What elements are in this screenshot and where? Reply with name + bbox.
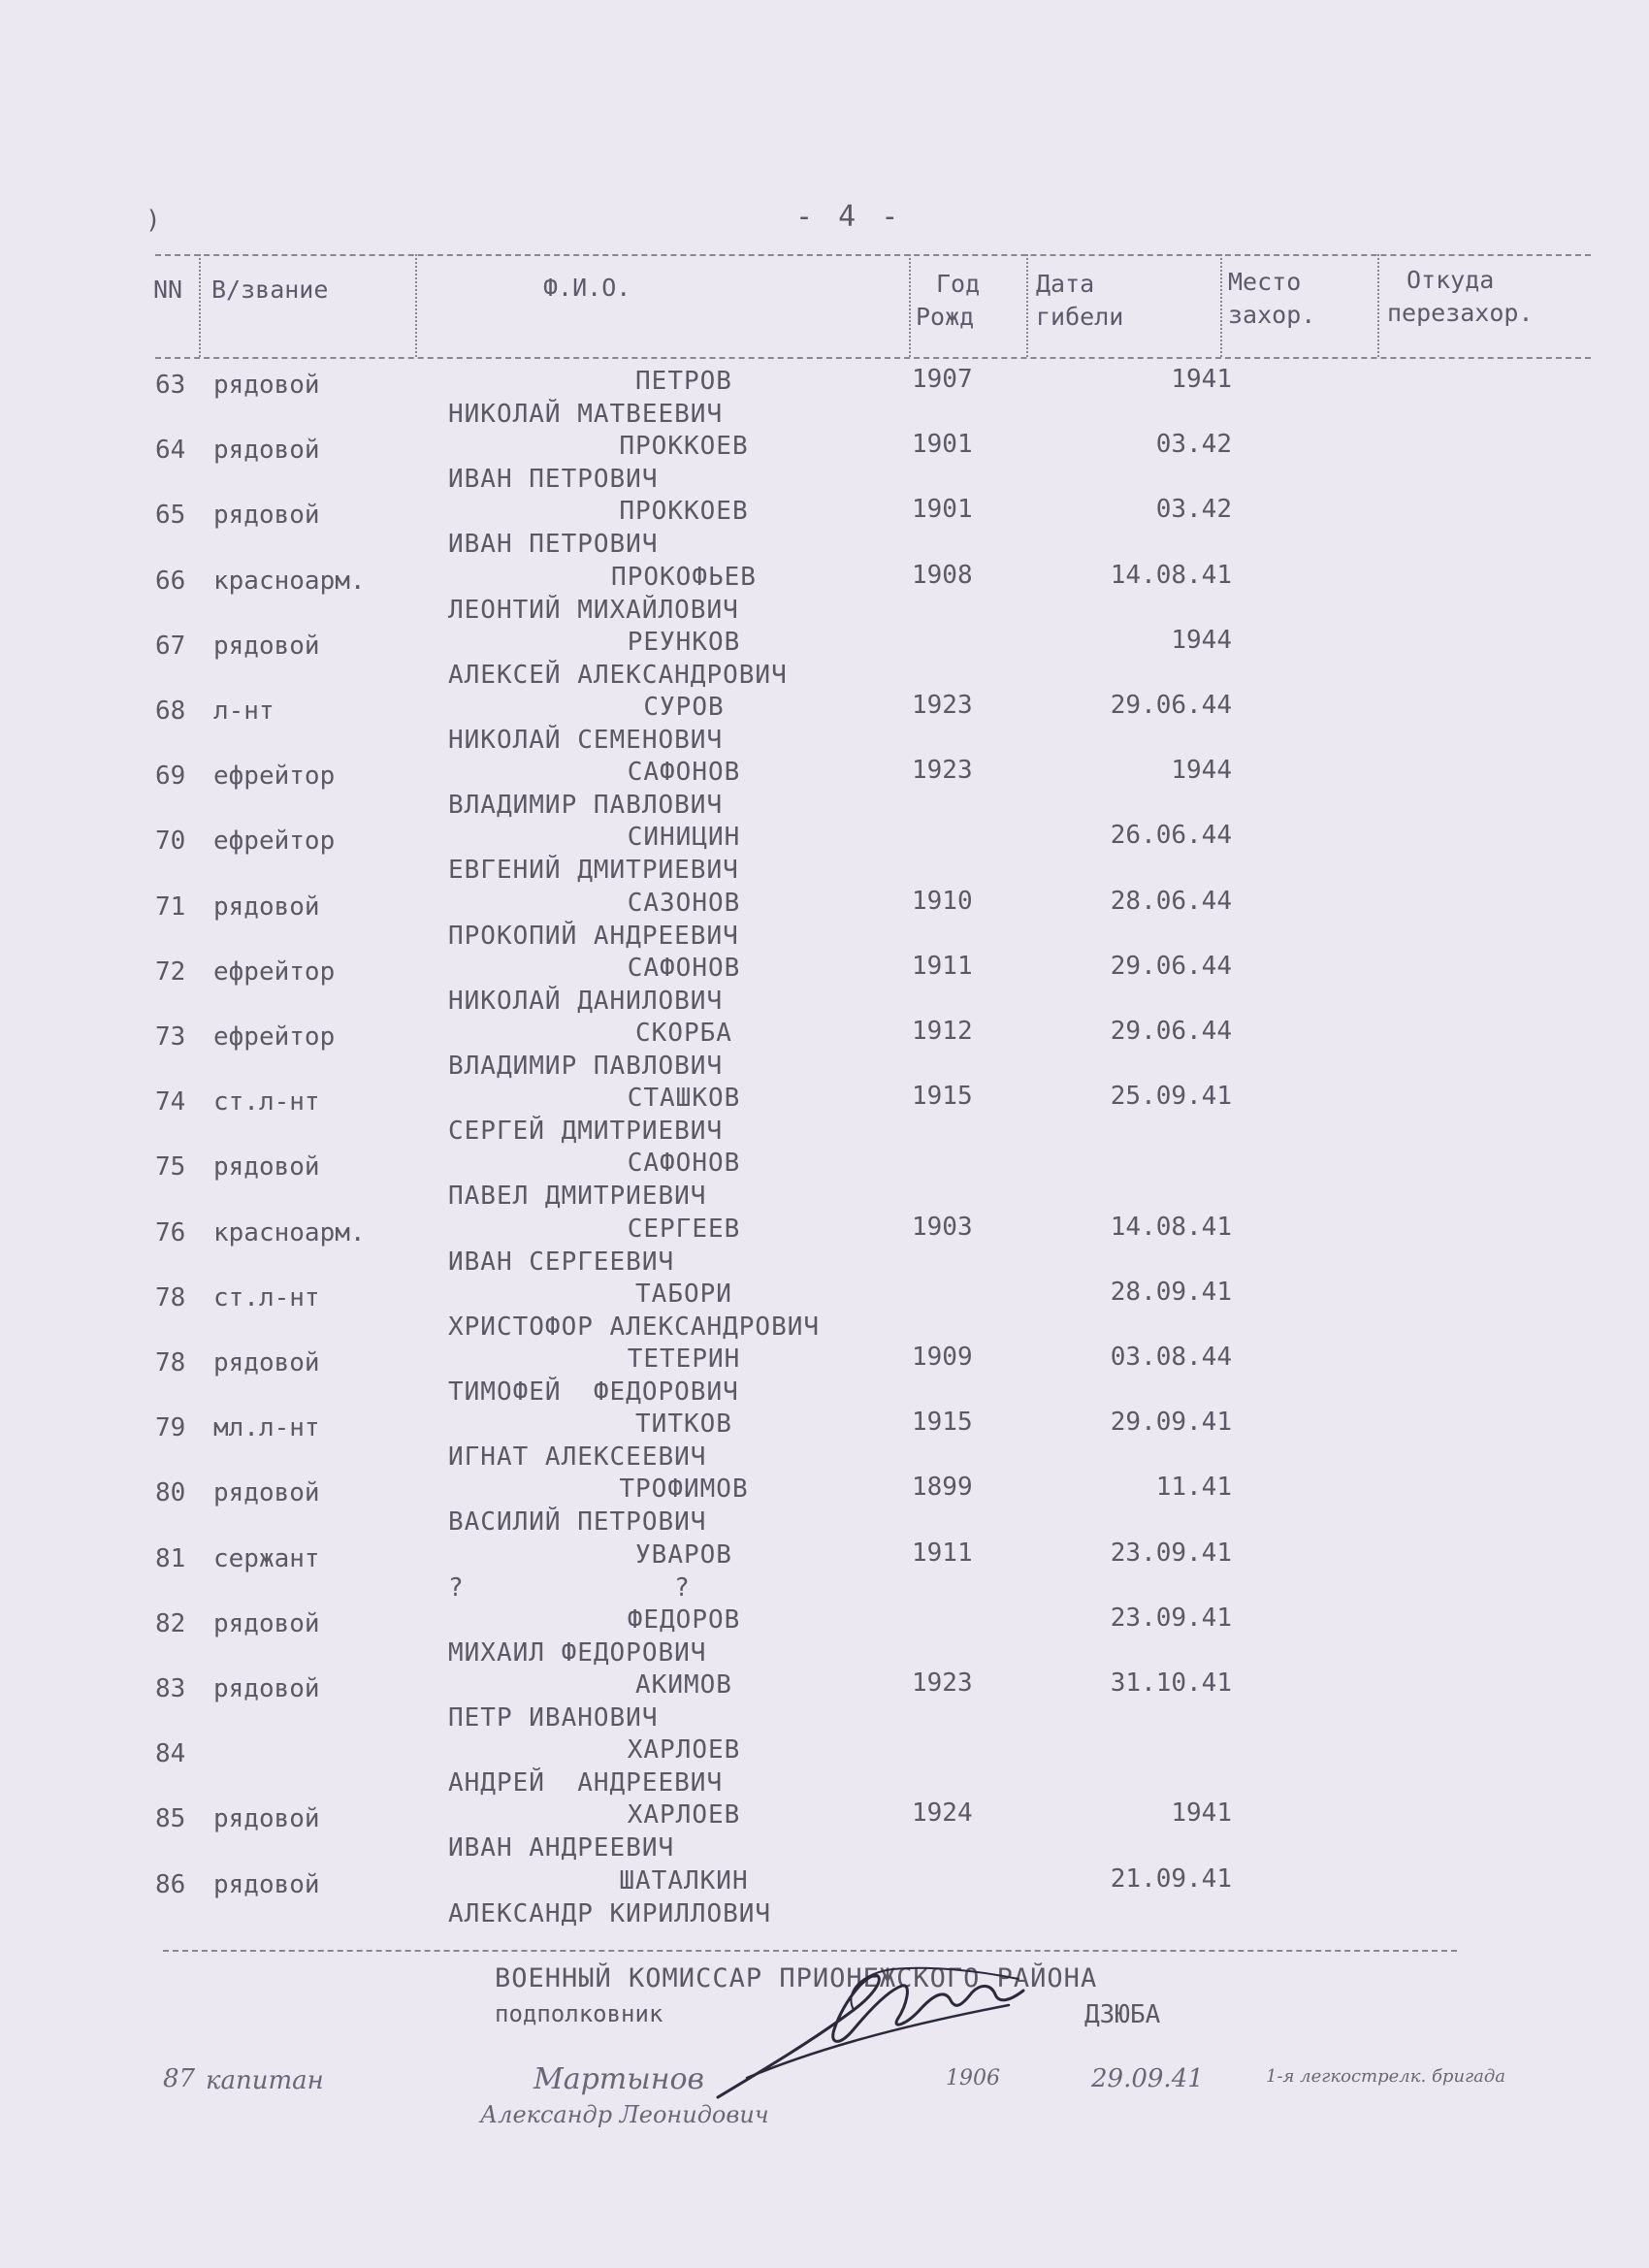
row-surname: СИНИЦИН [627, 823, 741, 853]
row-surname: СУРОВ [643, 693, 725, 722]
row-birth-year: 1924 [912, 1798, 973, 1829]
header-place-1: Место [1228, 268, 1302, 296]
row-death-date: 28.09.41 [1110, 1277, 1232, 1307]
table-row [0, 821, 1649, 891]
row-death-date: 1941 [1171, 365, 1232, 394]
row-number: 78 [155, 1282, 186, 1312]
row-birth-year: 1899 [912, 1473, 973, 1503]
row-number: 64 [155, 436, 186, 466]
row-rank: рядовой [213, 1152, 320, 1183]
row-death-date: 23.09.41 [1110, 1538, 1232, 1568]
row-surname: ТЕТЕРИН [627, 1345, 741, 1374]
row-birth-year: 1908 [912, 560, 973, 590]
row-surname: СКОРБА [635, 1019, 732, 1048]
table-row [0, 886, 1649, 957]
row-death-date: 28.06.44 [1110, 886, 1232, 916]
row-surname: САФОНОВ [627, 953, 741, 983]
page-left-mark: ) [146, 206, 161, 235]
row-number: 79 [155, 1413, 186, 1443]
footer-rule [163, 1950, 1457, 1952]
header-fio: Ф.И.О. [543, 274, 631, 302]
row-given-name: ИВАН АНДРЕЕВИЧ [448, 1833, 675, 1863]
header-divider [909, 254, 911, 357]
table-row [0, 1212, 1649, 1283]
row-number: 85 [155, 1804, 186, 1834]
row-number: 73 [155, 1022, 186, 1052]
row-death-date: 26.06.44 [1110, 821, 1232, 851]
table-row [0, 756, 1649, 826]
row-given-name: ПАВЕЛ ДМИТРИЕВИЧ [448, 1182, 707, 1212]
page-number: - 4 - [795, 200, 903, 234]
row-number: 76 [155, 1217, 186, 1247]
row-number: 70 [155, 826, 186, 857]
row-birth-year: 1909 [912, 1343, 973, 1372]
row-birth-year: 1901 [912, 495, 973, 525]
row-birth-year: 1923 [912, 691, 973, 720]
header-divider [199, 254, 201, 357]
handwritten-number: 87 [163, 2064, 196, 2093]
row-rank: ефрейтор [213, 826, 336, 857]
table-row [0, 951, 1649, 1022]
row-surname: ТАБОРИ [635, 1279, 732, 1309]
table-row [0, 1408, 1649, 1478]
row-number: 80 [155, 1478, 186, 1508]
row-given-name: ИВАН СЕРГЕЕВИЧ [448, 1247, 675, 1277]
row-rank: красноарм. [213, 566, 366, 596]
row-number: 78 [155, 1348, 186, 1377]
header-bottom-rule [155, 357, 1591, 359]
row-birth-year: 1915 [912, 1082, 973, 1112]
handwritten-birth-year: 1906 [946, 2066, 1000, 2090]
row-number: 74 [155, 1087, 186, 1118]
row-number: 75 [155, 1152, 186, 1183]
row-rank: красноарм. [213, 1217, 366, 1247]
row-given-name: СЕРГЕЙ ДМИТРИЕВИЧ [448, 1117, 724, 1147]
row-death-date: 21.09.41 [1110, 1863, 1232, 1894]
header-rank: В/звание [211, 275, 329, 304]
header-date-2: гибели [1036, 303, 1124, 331]
row-surname: АКИМОВ [635, 1670, 732, 1700]
row-surname: ХАРЛОЕВ [627, 1735, 741, 1766]
row-birth-year: 1923 [912, 1669, 973, 1698]
row-given-name: НИКОЛАЙ МАТВЕЕВИЧ [448, 400, 724, 429]
table-row [0, 1798, 1649, 1869]
row-given-name: ВЛАДИМИР ПАВЛОВИЧ [448, 791, 724, 821]
table-row [0, 1538, 1649, 1609]
row-number: 82 [155, 1608, 186, 1638]
row-number: 81 [155, 1543, 186, 1573]
table-row [0, 1277, 1649, 1348]
row-death-date: 11.41 [1155, 1473, 1232, 1503]
row-given-name: ЕВГЕНИЙ ДМИТРИЕВИЧ [448, 856, 739, 886]
row-death-date: 25.09.41 [1110, 1082, 1232, 1112]
handwritten-unit: 1-я легкострелк. бригада [1266, 2066, 1506, 2087]
row-rank: рядовой [213, 501, 320, 531]
handwritten-surname: Мартынов [534, 2062, 704, 2096]
row-given-name: ПЕТР ИВАНОВИЧ [448, 1703, 659, 1733]
row-birth-year: 1911 [912, 951, 973, 981]
row-given-name: ВАСИЛИЙ ПЕТРОВИЧ [448, 1507, 707, 1538]
table-row [0, 365, 1649, 436]
row-death-date: 29.06.44 [1110, 691, 1232, 720]
row-given-name: ТИМОФЕЙ ФЕДОРОВИЧ [448, 1377, 739, 1407]
header-year-1: Год [936, 270, 981, 298]
table-row [0, 560, 1649, 632]
row-birth-year: 1915 [912, 1408, 973, 1438]
row-number: 86 [155, 1869, 186, 1899]
handwritten-rank: капитан [206, 2066, 324, 2095]
row-surname: ТРОФИМОВ [619, 1474, 749, 1505]
table-row [0, 1473, 1649, 1543]
row-surname: ТИТКОВ [635, 1409, 732, 1440]
row-given-name: ИГНАТ АЛЕКСЕЕВИЧ [448, 1442, 707, 1473]
row-birth-year: 1901 [912, 430, 973, 460]
commissar-title: ВОЕННЫЙ КОМИССАР ПРИОНЕЖСКОГО РАЙОНА [495, 1963, 1098, 1993]
row-birth-year: 1911 [912, 1538, 973, 1568]
row-number: 72 [155, 956, 186, 987]
table-row [0, 691, 1649, 761]
row-rank: рядовой [213, 1348, 320, 1377]
row-given-name: МИХАИЛ ФЕДОРОВИЧ [448, 1637, 707, 1668]
row-rank: рядовой [213, 1674, 320, 1703]
table-row [0, 1343, 1649, 1413]
row-number: 67 [155, 631, 186, 661]
row-given-name: ? ? [448, 1572, 691, 1603]
row-surname: ФЕДОРОВ [627, 1604, 741, 1635]
row-surname: ПРОККОЕВ [619, 432, 749, 462]
row-given-name: АЛЕКСЕЙ АЛЕКСАНДРОВИЧ [448, 660, 788, 690]
header-divider [1220, 254, 1222, 357]
row-given-name: ПРОКОПИЙ АНДРЕЕВИЧ [448, 921, 739, 951]
row-rank: рядовой [213, 371, 320, 400]
row-death-date: 29.06.44 [1110, 951, 1232, 981]
row-death-date: 1944 [1171, 756, 1232, 786]
row-death-date: 23.09.41 [1110, 1603, 1232, 1633]
table-row [0, 1082, 1649, 1152]
row-death-date: 29.09.41 [1110, 1408, 1232, 1438]
table-row [0, 430, 1649, 501]
row-number: 84 [155, 1739, 186, 1769]
row-death-date: 31.10.41 [1110, 1669, 1232, 1698]
row-rank: рядовой [213, 1608, 320, 1638]
row-death-date: 1944 [1171, 625, 1232, 655]
row-death-date: 03.08.44 [1110, 1343, 1232, 1372]
handwritten-death-date: 29.09.41 [1091, 2064, 1204, 2093]
header-divider [1377, 254, 1379, 357]
row-birth-year: 1910 [912, 886, 973, 916]
header-divider [1026, 254, 1028, 357]
row-death-date: 29.06.44 [1110, 1017, 1232, 1046]
row-birth-year: 1907 [912, 365, 973, 394]
row-given-name: ЛЕОНТИЙ МИХАЙЛОВИЧ [448, 595, 739, 625]
table-row [0, 625, 1649, 697]
header-from-2: перезахор. [1387, 299, 1534, 327]
row-given-name: ВЛАДИМИР ПАВЛОВИЧ [448, 1052, 724, 1081]
row-rank: рядовой [213, 436, 320, 466]
row-death-date: 1941 [1171, 1798, 1232, 1829]
row-death-date: 03.42 [1155, 495, 1232, 525]
row-number: 69 [155, 761, 186, 792]
row-surname: СТАШКОВ [627, 1084, 741, 1114]
row-surname: САЗОНОВ [627, 888, 741, 918]
table-row [0, 1735, 1649, 1804]
row-rank: рядовой [213, 631, 320, 661]
row-rank: ефрейтор [213, 1022, 336, 1052]
row-rank: ефрейтор [213, 761, 336, 792]
row-number: 66 [155, 566, 186, 596]
row-surname: РЕУНКОВ [627, 627, 741, 657]
row-rank: ефрейтор [213, 956, 336, 987]
table-row [0, 1149, 1649, 1217]
row-given-name: АЛЕКСАНДР КИРИЛЛОВИЧ [448, 1898, 772, 1928]
row-given-name: АНДРЕЙ АНДРЕЕВИЧ [448, 1768, 724, 1798]
row-surname: ШАТАЛКИН [619, 1865, 749, 1895]
table-row [0, 1017, 1649, 1087]
row-given-name: НИКОЛАЙ СЕМЕНОВИЧ [448, 726, 724, 755]
row-birth-year: 1903 [912, 1212, 973, 1242]
row-surname: САФОНОВ [627, 1149, 741, 1179]
row-rank: рядовой [213, 891, 320, 922]
header-divider [415, 254, 417, 357]
table-row [0, 1863, 1649, 1935]
table-row [0, 1669, 1649, 1739]
row-rank: ст.л-нт [213, 1087, 320, 1118]
row-rank: ст.л-нт [213, 1282, 320, 1312]
row-rank: рядовой [213, 1869, 320, 1899]
row-birth-year: 1923 [912, 756, 973, 786]
row-rank: рядовой [213, 1478, 320, 1508]
handwritten-given-name: Александр Леонидович [480, 2101, 769, 2128]
row-death-date: 14.08.41 [1110, 560, 1232, 590]
row-rank: рядовой [213, 1804, 320, 1834]
row-surname: ПРОКОФЬЕВ [611, 562, 757, 592]
row-rank: л-нт [213, 697, 275, 726]
row-surname: УВАРОВ [635, 1539, 732, 1570]
row-surname: ПЕТРОВ [635, 367, 732, 396]
table-row [0, 1603, 1649, 1674]
row-number: 83 [155, 1674, 186, 1703]
table-row [0, 495, 1649, 566]
row-surname: САФОНОВ [627, 758, 741, 788]
signer-rank: подполковник [495, 2000, 663, 2027]
signer-name: ДЗЮБА [1084, 2000, 1161, 2029]
row-number: 68 [155, 697, 186, 726]
row-birth-year: 1912 [912, 1017, 973, 1046]
row-given-name: ИВАН ПЕТРОВИЧ [448, 530, 659, 560]
header-from-1: Откуда [1406, 266, 1495, 294]
row-number: 71 [155, 891, 186, 922]
row-rank: мл.л-нт [213, 1413, 320, 1443]
row-death-date: 14.08.41 [1110, 1212, 1232, 1242]
row-surname: ПРОККОЕВ [619, 497, 749, 527]
row-rank: сержант [213, 1543, 320, 1573]
row-given-name: НИКОЛАЙ ДАНИЛОВИЧ [448, 986, 724, 1016]
row-death-date: 03.42 [1155, 430, 1232, 460]
header-place-2: захор. [1228, 301, 1316, 329]
row-number: 63 [155, 371, 186, 400]
row-given-name: ХРИСТОФОР АЛЕКСАНДРОВИЧ [448, 1312, 821, 1342]
row-given-name: ИВАН ПЕТРОВИЧ [448, 465, 659, 495]
row-surname: СЕРГЕЕВ [627, 1214, 741, 1244]
header-nn: NN [153, 275, 183, 304]
row-number: 65 [155, 501, 186, 531]
header-year-2: Рожд [916, 303, 975, 331]
header-date-1: Дата [1036, 270, 1095, 298]
header-top-rule [155, 254, 1591, 256]
row-surname: ХАРЛОЕВ [627, 1800, 741, 1831]
